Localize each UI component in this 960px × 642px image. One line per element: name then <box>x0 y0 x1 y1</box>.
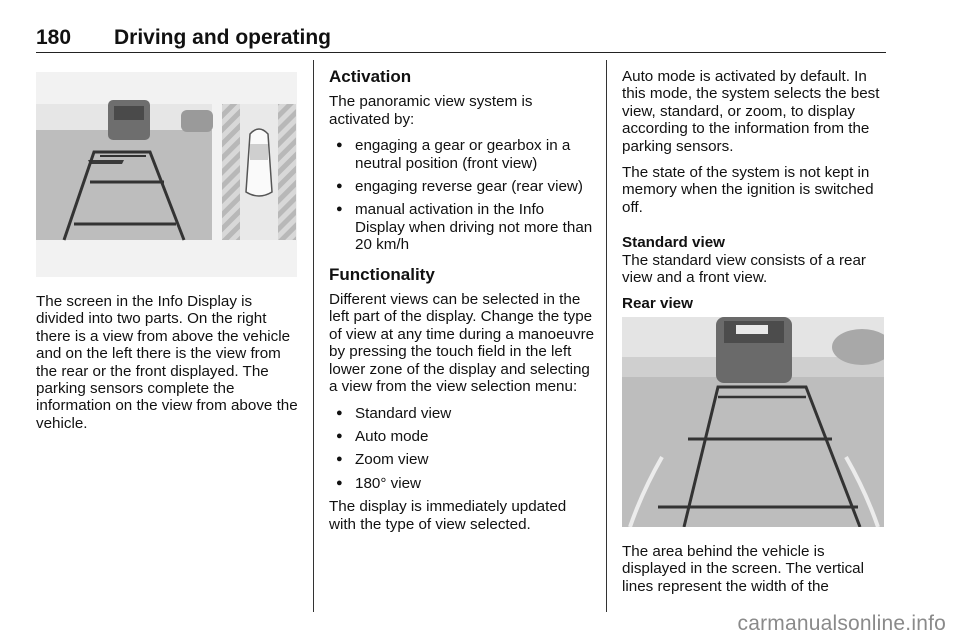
memory-text: The state of the system is not kept in memory when the ignition is switched off. <box>622 164 874 216</box>
list-item: ● Standard view <box>329 405 597 422</box>
rear-view-figure <box>622 317 884 527</box>
page-number: 180 <box>36 26 72 49</box>
list-item: ● engaging reverse gear (rear view) <box>329 178 597 195</box>
standard-view-text: The standard view consists of a rear view and a front view. <box>622 251 866 287</box>
info-display-figure <box>36 72 297 277</box>
activation-intro: The panoramic view system is activated by: <box>329 93 533 128</box>
auto-mode-text: Auto mode is activated by default. In this mode, the system selects the best view, standard, or zoom, to display according to the information from the parking sensors. <box>622 68 880 155</box>
column-2 <box>329 68 597 542</box>
functionality-heading: Functionality <box>329 264 435 284</box>
list-item: ● Auto mode <box>329 428 597 445</box>
list-item: ● 180° view <box>329 475 597 492</box>
activation-list <box>329 137 597 253</box>
functionality-outro: The display is immediately updated with the type of view selected. <box>329 498 567 533</box>
rear-view-text: The area behind the vehicle is displayed in the screen. The vertical lines represent the width of the <box>622 543 865 595</box>
rear-view-heading: Rear view <box>622 295 693 313</box>
page-header <box>36 26 886 53</box>
standard-view-heading: Standard view <box>622 234 725 252</box>
page-title: Driving and operating <box>114 26 332 49</box>
display-description: The screen in the Info Display is divided into two parts. On the right there is a view from above the vehicle and on the left there is the view from the rear or the front displayed. The parking sensors complete the information on the view from above the vehicle. <box>36 293 298 432</box>
view-list <box>329 405 597 493</box>
functionality-text: Different views can be selected in the left part of the display. Change the type of view at any time during a manoeuvre by pressing the touch field in the left lower zone of the display and selecting a view from the view selection menu: <box>329 291 595 396</box>
column-1 <box>36 293 302 441</box>
column-divider-2 <box>606 60 607 612</box>
list-item: ● manual activation in the Info Display when driving not more than 20 km/h <box>329 201 597 253</box>
activation-heading: Activation <box>329 67 412 86</box>
watermark: carmanualsonline.info <box>737 612 946 635</box>
rear-camera-thumbnail <box>36 100 213 240</box>
column-3 <box>622 68 888 313</box>
list-item: ● engaging a gear or gearbox in a neutral position (front view) <box>329 137 597 172</box>
overhead-view-thumbnail <box>222 104 296 240</box>
column-divider-1 <box>313 60 314 612</box>
list-item: ● Zoom view <box>329 451 597 468</box>
column-3-lower <box>622 543 888 604</box>
